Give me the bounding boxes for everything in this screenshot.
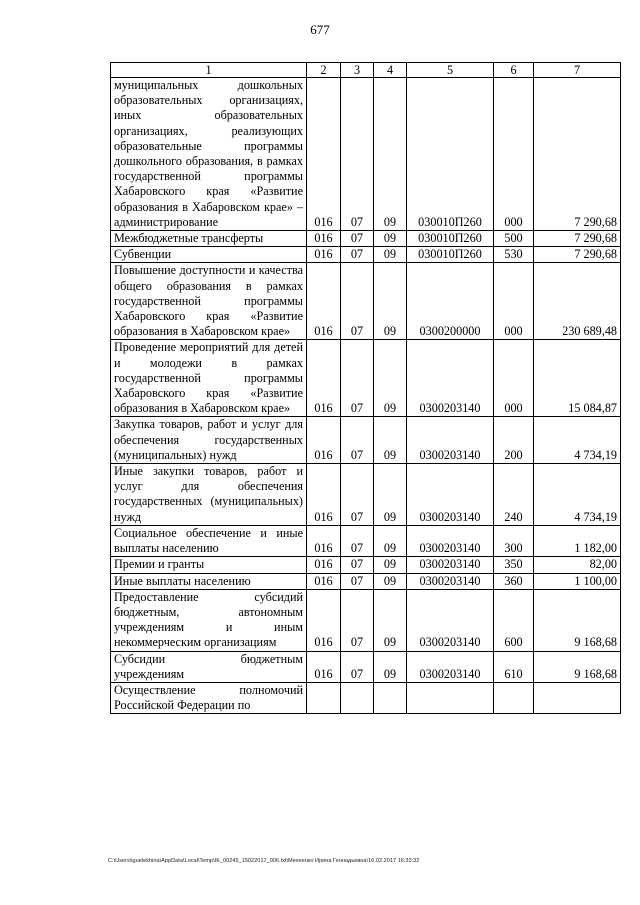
subsection-code-cell: 09 (374, 231, 407, 247)
table-row (111, 464, 621, 526)
ministry-code-cell: 016 (307, 231, 341, 247)
expense-type-cell: 500 (494, 231, 534, 247)
expense-type-cell: 240 (494, 464, 534, 526)
ministry-code-cell: 016 (307, 464, 341, 526)
row-name-cell: Межбюджетные трансферты (111, 231, 307, 247)
table-row (111, 340, 621, 417)
subsection-code-cell: 09 (374, 525, 407, 556)
subsection-code-cell: 09 (374, 589, 407, 651)
row-name-cell: Социальное обеспечение и иные выплаты населению (111, 525, 307, 556)
section-code-cell: 07 (341, 464, 374, 526)
section-code-cell (341, 682, 374, 713)
row-name-cell: муниципальных дошкольных образовательных организациях, иных образовательных организациях, реализующих образовательные программы дошкольного образования, в рамках государственной программы Хабаровского края «Развитие образования в Хабаровском крае» – администрирование (111, 78, 307, 231)
expense-type-cell: 200 (494, 417, 534, 464)
target-article-cell: 0300200000 (407, 263, 494, 340)
table-row (111, 589, 621, 651)
amount-cell: 7 290,68 (534, 247, 621, 263)
section-code-cell: 07 (341, 651, 374, 682)
row-name-cell: Осуществление полномочий Российской Федерации по (111, 682, 307, 713)
ministry-code-cell: 016 (307, 589, 341, 651)
section-code-cell: 07 (341, 525, 374, 556)
subsection-code-cell: 09 (374, 263, 407, 340)
target-article-cell: 0300203140 (407, 417, 494, 464)
amount-cell: 15 084,87 (534, 340, 621, 417)
ministry-code-cell: 016 (307, 651, 341, 682)
target-article-cell: 030010П260 (407, 247, 494, 263)
ministry-code-cell: 016 (307, 78, 341, 231)
row-name-cell: Закупка товаров, работ и услуг для обеспечения государственных (муниципальных) нужд (111, 417, 307, 464)
expense-type-cell: 000 (494, 340, 534, 417)
amount-cell: 1 100,00 (534, 573, 621, 589)
amount-cell: 230 689,48 (534, 263, 621, 340)
expense-type-cell: 600 (494, 589, 534, 651)
table-row (111, 231, 621, 247)
ministry-code-cell: 016 (307, 247, 341, 263)
table-row (111, 247, 621, 263)
section-code-cell: 07 (341, 573, 374, 589)
table-row (111, 682, 621, 713)
table-row (111, 263, 621, 340)
table-body (111, 78, 621, 714)
ministry-code-cell: 016 (307, 263, 341, 340)
subsection-code-cell: 09 (374, 78, 407, 231)
subsection-code-cell: 09 (374, 340, 407, 417)
amount-cell: 7 290,68 (534, 231, 621, 247)
section-code-cell: 07 (341, 417, 374, 464)
budget-table (110, 62, 621, 714)
target-article-cell: 030010П260 (407, 78, 494, 231)
ministry-code-cell: 016 (307, 525, 341, 556)
target-article-cell: 0300203140 (407, 573, 494, 589)
amount-cell: 82,00 (534, 557, 621, 573)
row-name-cell: Предоставление субсидий бюджетным, автономным учреждениям и иным некоммерческим организациям (111, 589, 307, 651)
amount-cell: 4 734,19 (534, 464, 621, 526)
row-name-cell: Субсидии бюджетным учреждениям (111, 651, 307, 682)
section-code-cell: 07 (341, 557, 374, 573)
subsection-code-cell (374, 682, 407, 713)
target-article-cell: 0300203140 (407, 557, 494, 573)
section-code-cell: 07 (341, 231, 374, 247)
expense-type-cell: 350 (494, 557, 534, 573)
section-code-cell: 07 (341, 263, 374, 340)
header-col-3: 3 (341, 63, 374, 78)
expense-type-cell (494, 682, 534, 713)
row-name-cell: Премии и гранты (111, 557, 307, 573)
expense-type-cell: 000 (494, 78, 534, 231)
header-row (111, 63, 621, 78)
expense-type-cell: 300 (494, 525, 534, 556)
amount-cell (534, 682, 621, 713)
expense-type-cell: 000 (494, 263, 534, 340)
subsection-code-cell: 09 (374, 651, 407, 682)
target-article-cell: 0300203140 (407, 340, 494, 417)
row-name-cell: Субвенции (111, 247, 307, 263)
subsection-code-cell: 09 (374, 247, 407, 263)
target-article-cell: 0300203140 (407, 651, 494, 682)
section-code-cell: 07 (341, 340, 374, 417)
table-row (111, 651, 621, 682)
amount-cell: 7 290,68 (534, 78, 621, 231)
subsection-code-cell: 09 (374, 417, 407, 464)
amount-cell: 4 734,19 (534, 417, 621, 464)
target-article-cell: 0300203140 (407, 525, 494, 556)
table-row (111, 573, 621, 589)
page-number: 677 (310, 22, 330, 37)
row-name-cell: Иные закупки товаров, работ и услуг для обеспечения государственных (муниципальных) нужд (111, 464, 307, 526)
table-row (111, 557, 621, 573)
file-path-footer: C:\Users\iguelekhina\AppData\Local\Temp\IK_00245_15022017_006.txt\Мехеенко Ирина Геннадьевна\16.02.2017 16:33:32 (108, 858, 420, 864)
section-code-cell: 07 (341, 589, 374, 651)
header-col-4: 4 (374, 63, 407, 78)
target-article-cell: 0300203140 (407, 589, 494, 651)
section-code-cell: 07 (341, 247, 374, 263)
row-name-cell: Иные выплаты населению (111, 573, 307, 589)
ministry-code-cell (307, 682, 341, 713)
expense-type-cell: 610 (494, 651, 534, 682)
ministry-code-cell: 016 (307, 340, 341, 417)
ministry-code-cell: 016 (307, 557, 341, 573)
ministry-code-cell: 016 (307, 573, 341, 589)
section-code-cell: 07 (341, 78, 374, 231)
subsection-code-cell: 09 (374, 573, 407, 589)
amount-cell: 9 168,68 (534, 589, 621, 651)
table-row (111, 78, 621, 231)
table-row (111, 525, 621, 556)
expense-type-cell: 360 (494, 573, 534, 589)
ministry-code-cell: 016 (307, 417, 341, 464)
subsection-code-cell: 09 (374, 557, 407, 573)
header-col-2: 2 (307, 63, 341, 78)
row-name-cell: Повышение доступности и качества общего образования в рамках государственной программы Хабаровского края «Развитие образования в Хабаровском крае» (111, 263, 307, 340)
row-name-cell: Проведение мероприятий для детей и молодежи в рамках государственной программы Хабаровского края «Развитие образования в Хабаровском крае» (111, 340, 307, 417)
target-article-cell (407, 682, 494, 713)
header-col-7: 7 (534, 63, 621, 78)
amount-cell: 9 168,68 (534, 651, 621, 682)
amount-cell: 1 182,00 (534, 525, 621, 556)
header-col-1: 1 (111, 63, 307, 78)
target-article-cell: 030010П260 (407, 231, 494, 247)
subsection-code-cell: 09 (374, 464, 407, 526)
expense-type-cell: 530 (494, 247, 534, 263)
table-row (111, 417, 621, 464)
header-col-5: 5 (407, 63, 494, 78)
target-article-cell: 0300203140 (407, 464, 494, 526)
header-col-6: 6 (494, 63, 534, 78)
